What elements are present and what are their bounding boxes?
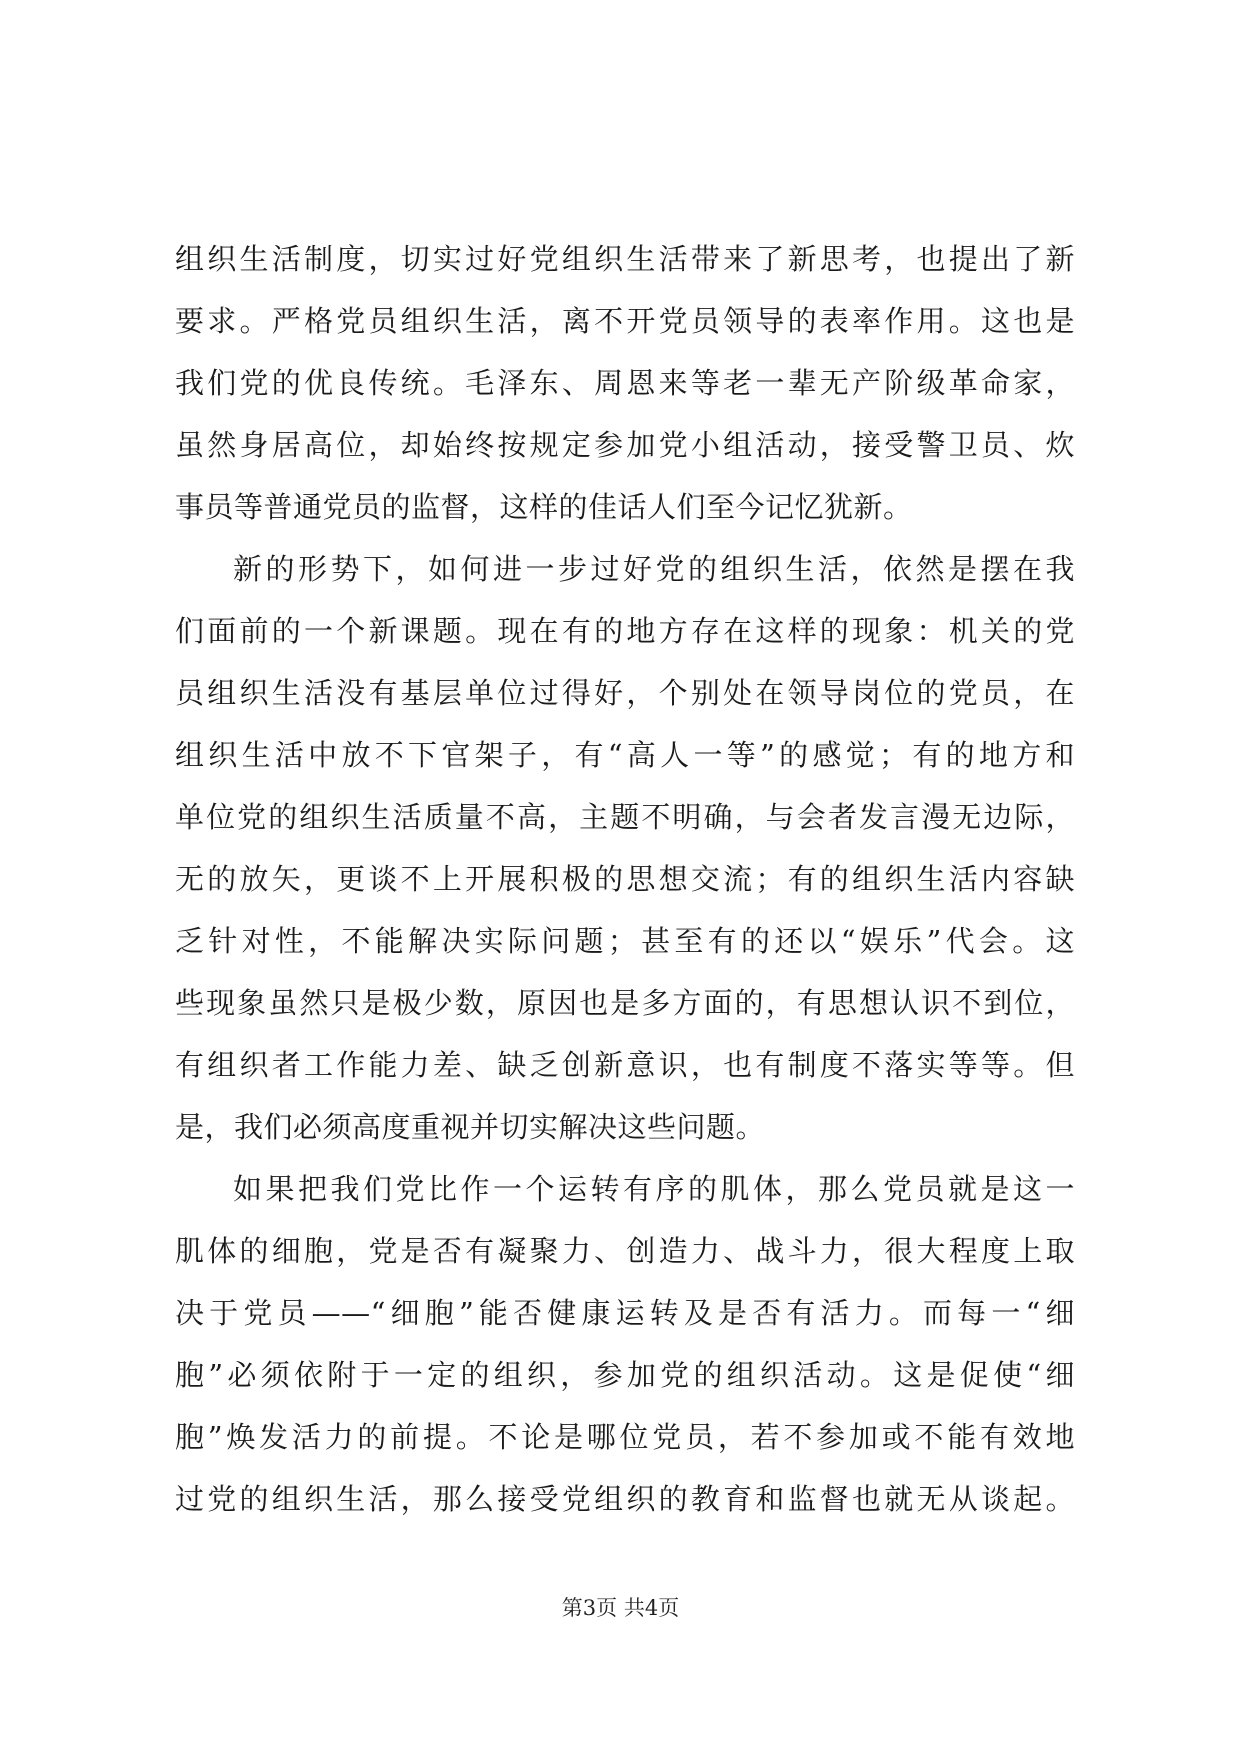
text-line: 是，我们必须高度重视并切实解决这些问题。: [175, 1110, 766, 1144]
text-line: 乏针对性，不能解决实际问题；甚至有的还以“娱乐”代会。这: [175, 924, 1075, 958]
page-number: 第3页 共4页: [561, 1596, 680, 1620]
text-line: 们面前的一个新课题。现在有的地方存在这样的现象：机关的党: [175, 614, 1075, 648]
text-line: 胞”必须依附于一定的组织，参加党的组织活动。这是促使“细: [175, 1358, 1075, 1392]
text-line: 组织生活中放不下官架子，有“高人一等”的感觉；有的地方和: [175, 738, 1075, 772]
paragraph-2: [175, 538, 1075, 1158]
text-line: 我们党的优良传统。毛泽东、周恩来等老一辈无产阶级革命家，: [175, 366, 1075, 400]
text-line: 员组织生活没有基层单位过得好，个别处在领导岗位的党员，在: [175, 676, 1075, 710]
text-line: 如果把我们党比作一个运转有序的肌体，那么党员就是这一: [233, 1172, 1075, 1206]
text-line: 虽然身居高位，却始终按规定参加党小组活动，接受警卫员、炊: [175, 428, 1075, 462]
text-line: 肌体的细胞，党是否有凝聚力、创造力、战斗力，很大程度上取: [175, 1234, 1075, 1268]
text-line: 有组织者工作能力差、缺乏创新意识，也有制度不落实等等。但: [175, 1048, 1075, 1082]
paragraph-1: [175, 228, 1075, 538]
text-line: 单位党的组织生活质量不高，主题不明确，与会者发言漫无边际，: [175, 800, 1075, 834]
page-footer: [0, 1594, 1241, 1622]
text-line: 决于党员——“细胞”能否健康运转及是否有活力。而每一“细: [175, 1296, 1075, 1330]
text-line: 新的形势下，如何进一步过好党的组织生活，依然是摆在我: [233, 552, 1075, 586]
text-line: 胞”焕发活力的前提。不论是哪位党员，若不参加或不能有效地: [175, 1420, 1075, 1454]
text-line: 要求。严格党员组织生活，离不开党员领导的表率作用。这也是: [175, 304, 1075, 338]
document-body: [175, 228, 1075, 1530]
text-line: 过党的组织生活，那么接受党组织的教育和监督也就无从谈起。: [175, 1482, 1075, 1516]
text-line: 组织生活制度，切实过好党组织生活带来了新思考，也提出了新: [175, 242, 1075, 276]
paragraph-3: [175, 1158, 1075, 1530]
text-line: 事员等普通党员的监督，这样的佳话人们至今记忆犹新。: [175, 490, 913, 524]
text-line: 些现象虽然只是极少数，原因也是多方面的，有思想认识不到位，: [175, 986, 1075, 1020]
text-line: 无的放矢，更谈不上开展积极的思想交流；有的组织生活内容缺: [175, 862, 1075, 896]
